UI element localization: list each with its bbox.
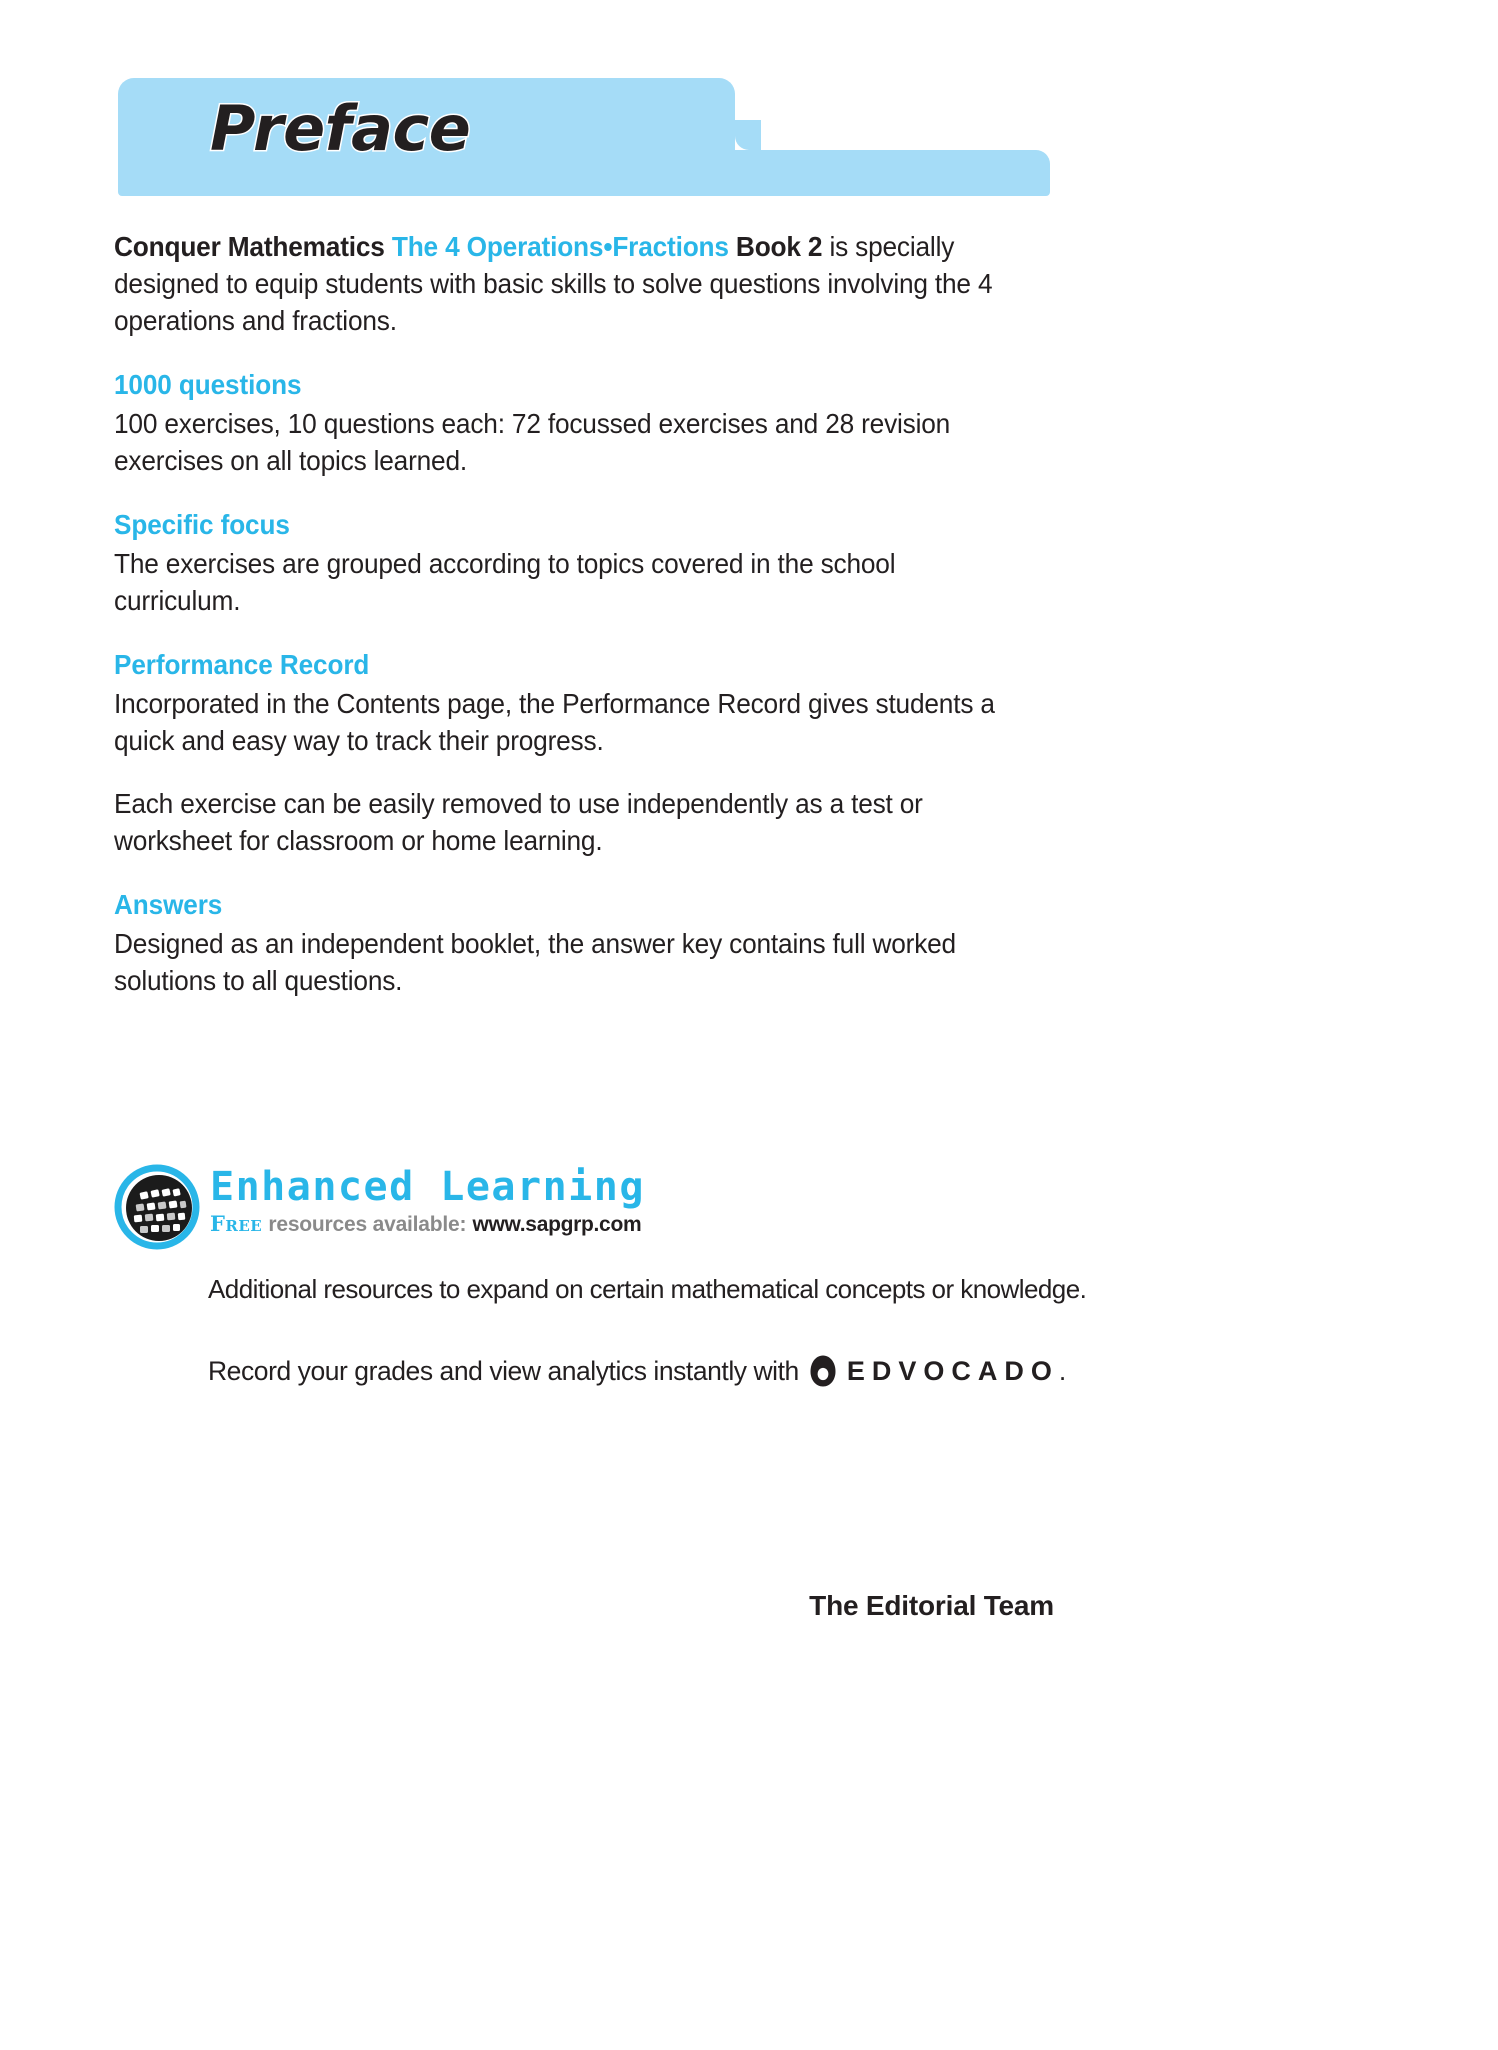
subject-name: The 4 Operations•Fractions (391, 231, 729, 262)
edvocado-avocado-icon (808, 1354, 838, 1388)
section-heading: Answers (114, 889, 223, 920)
enhanced-learning-title: Enhanced Learning (210, 1164, 645, 1210)
enhanced-learning-block (114, 1162, 1087, 1388)
book-number: Book 2 (735, 231, 823, 262)
section-body-secondary: Each exercise can be easily removed to use independently as a test or worksheet for classroom or home learning. (114, 788, 923, 856)
preface-content (114, 228, 1054, 1029)
enhanced-learning-text (210, 1162, 645, 1238)
page-title: Preface (210, 92, 471, 165)
edvocado-wordmark: EDVOCADO (846, 1356, 1059, 1386)
section-heading: Performance Record (114, 649, 370, 680)
page-header-tab (118, 78, 1050, 196)
editorial-team-signature: The Editorial Team (809, 1590, 1054, 1621)
enhanced-learning-url[interactable]: www.sapgrp.com (472, 1213, 642, 1236)
section-body: Incorporated in the Contents page, the Performance Record gives students a quick and easy way to track their progress. (114, 688, 995, 756)
section-1000-questions (114, 369, 1054, 479)
enhanced-learning-header (114, 1162, 1064, 1250)
section-heading: Specific focus (114, 509, 290, 540)
section-heading: 1000 questions (114, 369, 302, 400)
lead-rest: is specially designed to equip students with basic skills to solve questions involving the 4 operations and fractions. (114, 231, 993, 336)
section-body: The exercises are grouped according to topics covered in the school curriculum. (114, 548, 896, 616)
section-answers (114, 889, 1054, 999)
section-body: 100 exercises, 10 questions each: 72 focussed exercises and 28 revision exercises on all topics learned. (114, 408, 951, 476)
enhanced-learning-description: Additional resources to expand on certain mathematical concepts or knowledge. (208, 1274, 1087, 1304)
enhanced-learning-subline (210, 1211, 645, 1238)
section-performance-record (114, 649, 1054, 859)
edvocado-row (208, 1354, 1064, 1388)
brand-name: Conquer Mathematics (114, 231, 385, 262)
section-body: Designed as an independent booklet, the answer key contains full worked solutions to all questions. (114, 928, 956, 996)
enhanced-learning-globe-icon (114, 1164, 200, 1250)
lead-paragraph (114, 228, 1012, 339)
edvocado-lead-text: Record your grades and view analytics instantly with (208, 1356, 799, 1386)
section-specific-focus (114, 509, 1054, 619)
edvocado-period: . (1058, 1356, 1066, 1386)
free-label: Free (210, 1211, 263, 1236)
resources-label: resources available: (268, 1213, 467, 1236)
